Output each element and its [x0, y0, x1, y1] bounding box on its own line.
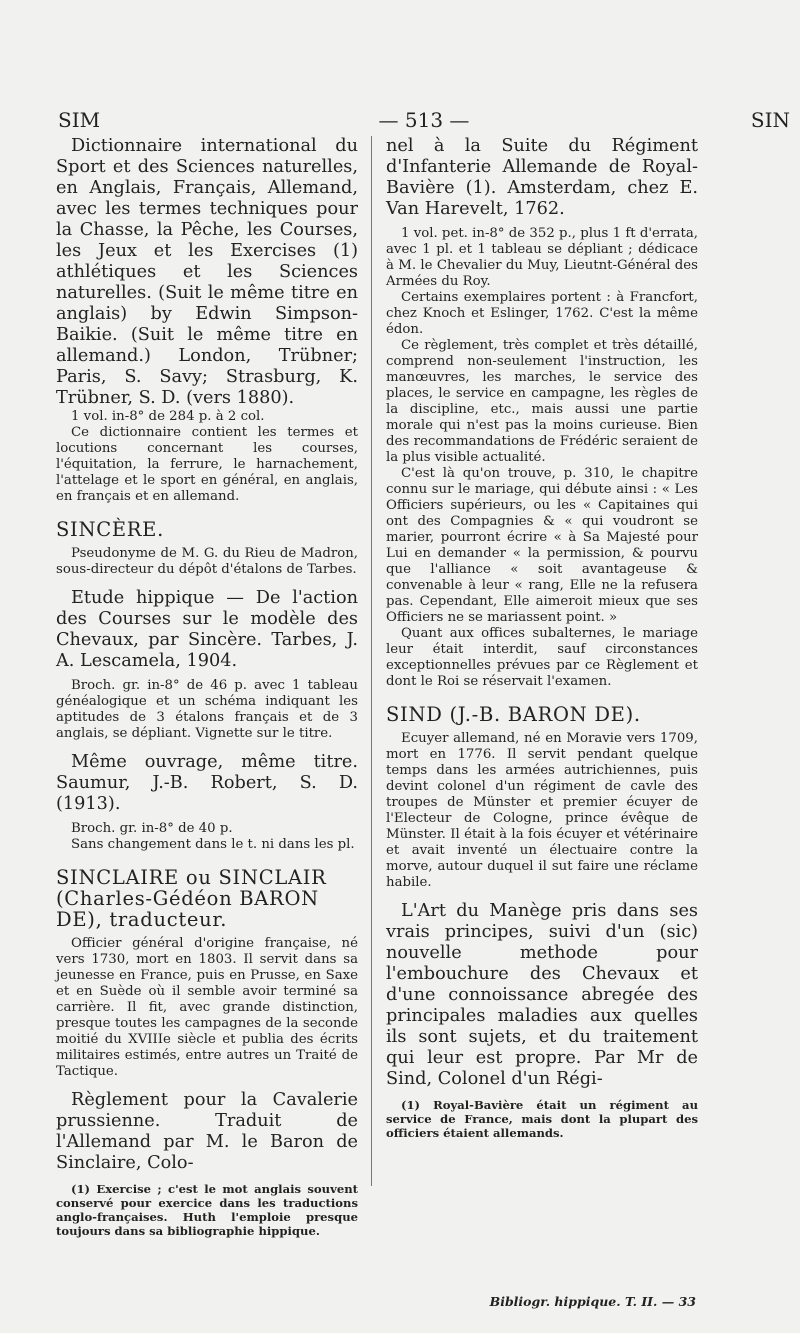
page-footer: Bibliogr. hippique. T. II. — 33 [489, 1294, 696, 1309]
entry-description: 1 vol. pet. in-8° de 352 p., plus 1 ft d'errata, avec 1 pl. et 1 tableau se dépliant ; dédicace à M. le Chevalier du Muy, Lieutnt-Général des Armées du Roy. [386, 226, 698, 289]
column-divider [371, 136, 372, 1186]
entry-description: Broch. gr. in-8° de 40 p. [71, 821, 233, 836]
footnote-left: (1) Exercise ; c'est le mot anglais souvent conservé pour exercice dans les traductions anglo-françaises. Huth l'emploie presque toujours dans sa bibliographie hippique. [56, 1182, 358, 1238]
entry-note: Quant aux offices subalternes, le mariage leur était interdit, sauf circonstances exceptionnelles prévues par ce Règlement et dont le Roi se réservait l'examen. [386, 626, 698, 689]
header-left: SIM [58, 108, 101, 132]
entry-description: Broch. gr. in-8° de 46 p. avec 1 tableau généalogique et un schéma indiquant les aptitudes de 3 étalons français et de 3 anglais, se dépliant. Vignette sur le titre. [56, 678, 358, 741]
footnote-right: (1) Royal-Bavière était un régiment au service de France, mais dont la plupart des officiers étaient allemands. [386, 1098, 698, 1140]
author-bio-sincere: Pseudonyme de M. G. du Rieu de Madron, sous-directeur du dépôt d'étalons de Tarbes. [56, 546, 358, 577]
entry-note: Ce dictionnaire contient les termes et locutions concernant les courses, l'équitation, la ferrure, le harnachement, l'attelage et le sport en général, en anglais, en français et en allemand. [56, 425, 358, 504]
entry-note: Certains exemplaires portent : à Francfort, chez Knoch et Eslinger, 1762. C'est la même édon. [386, 290, 698, 337]
entry-meme-ouvrage: Même ouvrage, même titre. Saumur, J.-B. Robert, S. D. (1913). [56, 752, 358, 814]
author-heading-sincere: SINCÈRE. [56, 518, 164, 541]
entry-dictionnaire: Dictionnaire international du Sport et des Sciences naturelles, en Anglais, Français, Allemand, avec les termes techniques pour la Chasse, la Pêche, les Courses, les Jeux et les Exercises (1) athlétiques et les Sciences naturelles. (Suit le même titre en anglais) by Edwin Simpson-Baikie. (Suit le même titre en allemand.) London, Trübner; Paris, S. Savy; Strasburg, K. Trübner, S. D. (vers 1880). [56, 136, 358, 408]
entry-note: Sans changement dans le t. ni dans les pl. [71, 837, 355, 852]
entry-reglement-continued: nel à la Suite du Régiment d'Infanterie Allemande de Royal-Bavière (1). Amsterdam, chez E. Van Harevelt, 1762. [386, 136, 698, 219]
author-bio-sinclaire: Officier général d'origine française, né vers 1730, mort en 1803. Il servit dans sa jeunesse en France, puis en Prusse, en Saxe et en Suède où il semble avoir terminé sa carrière. Il fit, avec grande distinction, presque toutes les campagnes de la seconde moitié du XVIIIe siècle et publia des écrits militaires estimés, entre autres un Traité de Tactique. [56, 936, 358, 1079]
author-heading-sind: SIND (J.-B. BARON DE). [386, 703, 641, 726]
author-heading-sinclaire: SINCLAIRE ou SINCLAIR (Charles-Gédéon BARON DE), traducteur. [56, 866, 327, 931]
entry-note: C'est là qu'on trouve, p. 310, le chapitre connu sur le mariage, qui débute ainsi : « Les Officiers supérieurs, ou les « Capitaines qui ont des Compagnies & « qui voudront se marier, pourront écrire « à Sa Majesté pour Lui en demander « la permission, & pourvu que l'alliance « soit avantageuse & convenable à leur « rang, Elle ne la refusera pas. Cependant, Elle aimeroit mieux que ses Officiers ne se mariassent point. » [386, 466, 698, 625]
entry-art-du-manege: L'Art du Manège pris dans ses vrais principes, suivi d'un (sic) nouvelle methode pour l'embouchure des Chevaux et d'une connoissance abregée des principales maladies aux quelles ils sont sujets, et du traitement qui leur est propre. Par Mr de Sind, Colonel d'un Régi- [386, 901, 698, 1089]
entry-reglement: Règlement pour la Cavalerie prussienne. Traduit de l'Allemand par M. le Baron de Sinclaire, Colo- [56, 1090, 358, 1173]
entry-etude-hippique: Etude hippique — De l'action des Courses sur le modèle des Chevaux, par Sincère. Tarbes, J. A. Lescamela, 1904. [56, 588, 358, 671]
left-column [56, 136, 358, 1238]
author-bio-sind: Ecuyer allemand, né en Moravie vers 1709, mort en 1776. Il servit pendant quelque temps dans les armées autrichiennes, puis devint colonel d'un régiment de cavle des troupes de Münster et premier écuyer de l'Electeur de Cologne, prince évêque de Münster. Il était à la fois écuyer et vétérinaire et avait inventé un électuaire contre la morve, autour duquel il sut faire une réclame habile. [386, 731, 698, 890]
page-number: — 513 — [378, 108, 470, 132]
entry-description: 1 vol. in-8° de 284 p. à 2 col. [71, 409, 265, 424]
header-right: SIN [750, 108, 790, 132]
entry-note: Ce règlement, très complet et très détaillé, comprend non-seulement l'instruction, les manœuvres, les marches, le service des places, le service en campagne, les règles de la discipline, etc., mais aussi une partie morale qui n'est pas la moins curieuse. Bien des recommandations de Frédéric seraient de la plus visible actualité. [386, 338, 698, 465]
right-column [386, 136, 698, 1140]
